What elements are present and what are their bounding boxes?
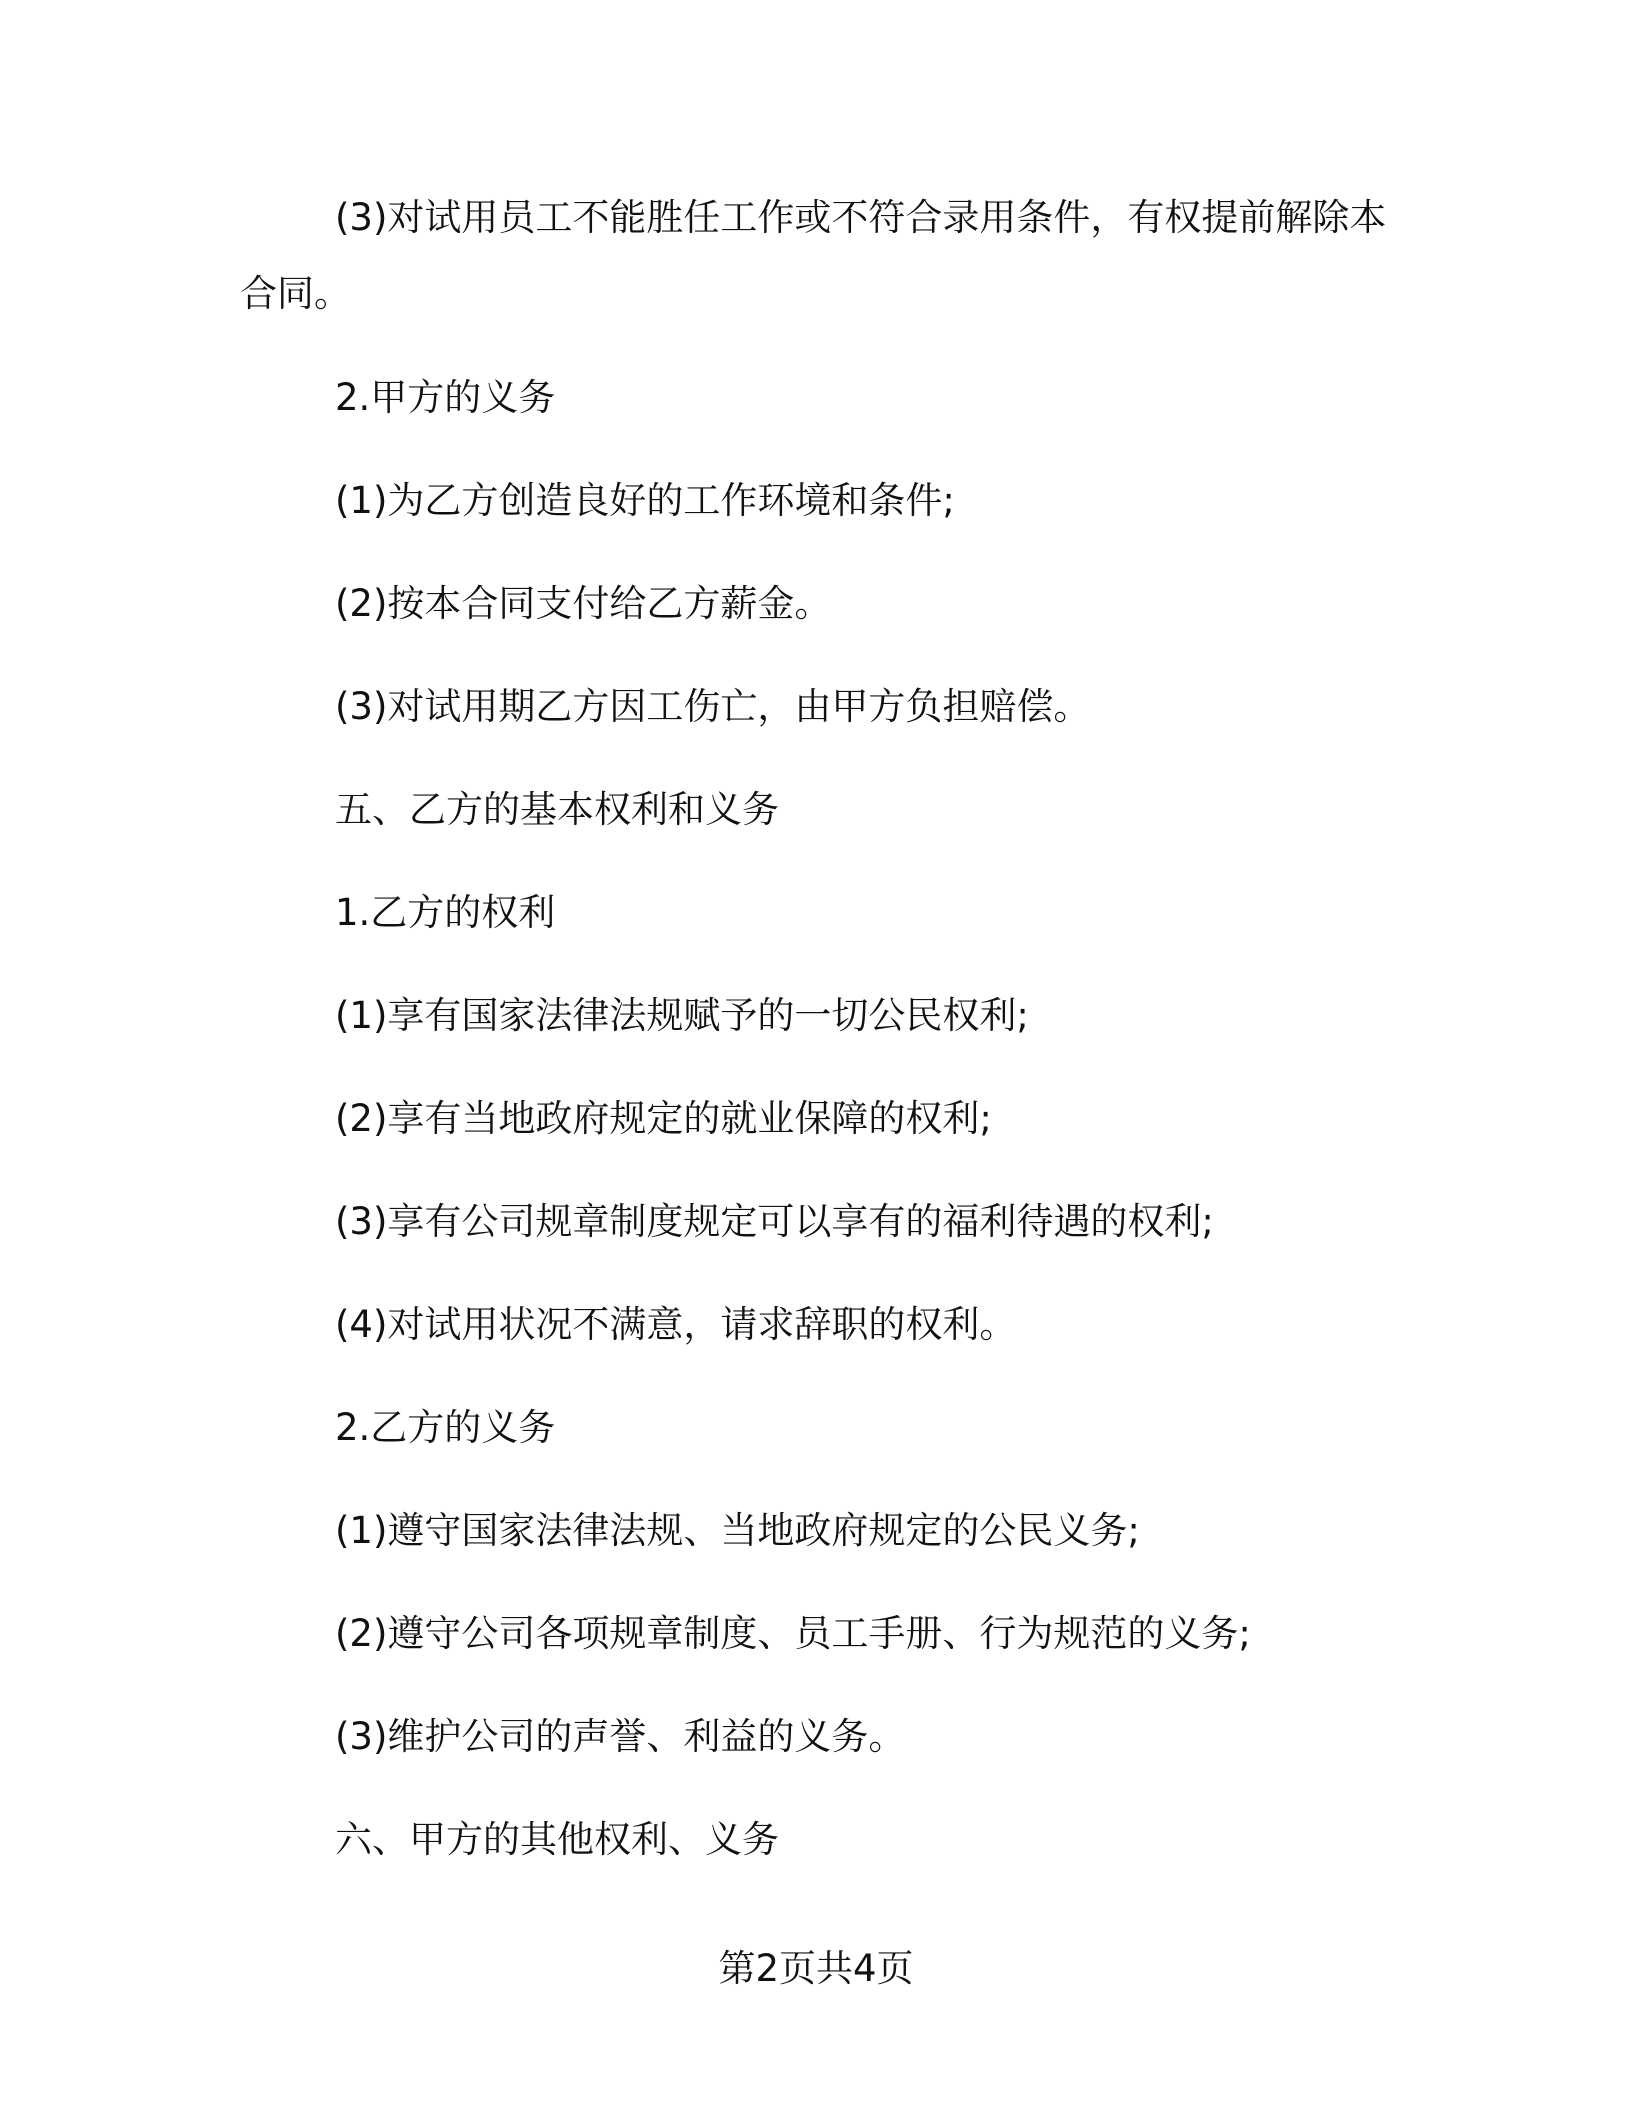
page-number-footer: 第2页共4页 xyxy=(718,1947,914,1990)
paragraph-injury-compensation: (3)对试用期乙方因工伤亡，由甲方负担赔偿。 xyxy=(335,685,1091,728)
paragraph-company-rules: (2)遵守公司各项规章制度、员工手册、行为规范的义务; xyxy=(335,1612,1251,1655)
paragraph-company-reputation: (3)维护公司的声誉、利益的义务。 xyxy=(335,1715,906,1758)
section-heading-party-b-rights-obligations: 五、乙方的基本权利和义务 xyxy=(335,788,779,831)
heading-party-b-obligations: 2.乙方的义务 xyxy=(335,1406,556,1449)
paragraph-work-environment: (1)为乙方创造良好的工作环境和条件; xyxy=(335,479,955,522)
paragraph-salary-payment: (2)按本合同支付给乙方薪金。 xyxy=(335,582,832,625)
paragraph-resignation-right: (4)对试用状况不满意，请求辞职的权利。 xyxy=(335,1303,1017,1346)
heading-employer-obligations: 2.甲方的义务 xyxy=(335,376,556,419)
paragraph-welfare-benefits: (3)享有公司规章制度规定可以享有的福利待遇的权利; xyxy=(335,1200,1214,1243)
paragraph-employer-termination-right: (3)对试用员工不能胜任工作或不符合录用条件，有权提前解除本合同。 xyxy=(240,196,1387,315)
section-heading-party-a-other: 六、甲方的其他权利、义务 xyxy=(335,1818,779,1861)
paragraph-employment-security: (2)享有当地政府规定的就业保障的权利; xyxy=(335,1097,992,1140)
paragraph-citizen-obligations: (1)遵守国家法律法规、当地政府规定的公民义务; xyxy=(335,1509,1140,1552)
paragraph-citizen-rights: (1)享有国家法律法规赋予的一切公民权利; xyxy=(335,994,1029,1037)
heading-party-b-rights: 1.乙方的权利 xyxy=(335,891,556,934)
